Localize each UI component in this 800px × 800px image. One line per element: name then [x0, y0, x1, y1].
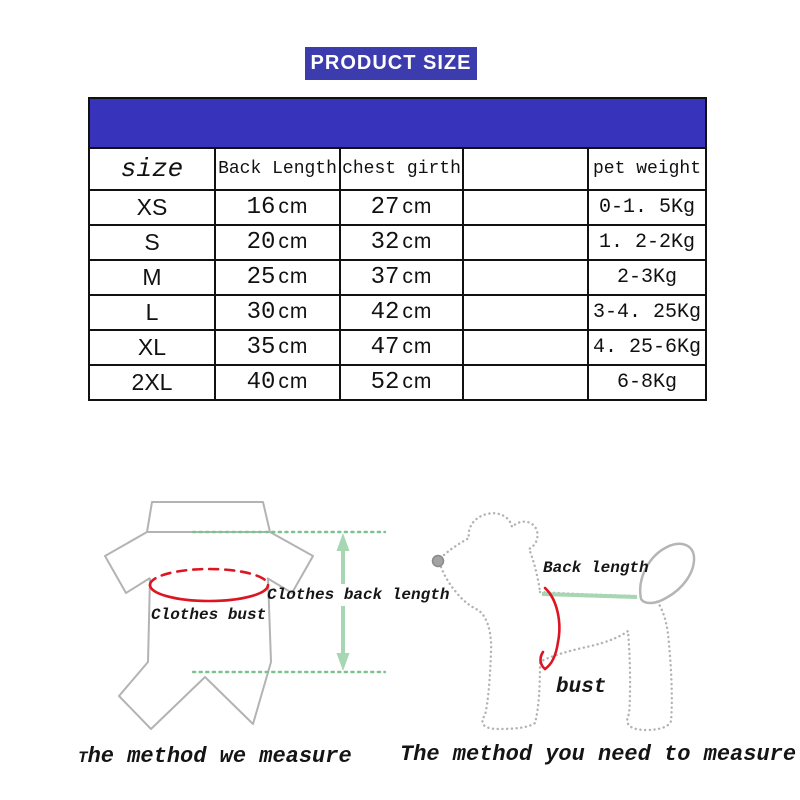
unit-label: cm — [402, 335, 433, 358]
size-table-wrap — [88, 97, 707, 401]
garment-bust-ellipse — [150, 569, 268, 601]
dog-bust-arc — [541, 588, 560, 669]
value: 35 — [246, 334, 276, 361]
cell-empty — [463, 190, 588, 225]
cell-size: M — [89, 260, 215, 295]
dog-head-and-neck — [444, 513, 540, 592]
bust-ellipse-upper — [150, 569, 268, 585]
table-header-row — [89, 148, 706, 190]
caption-method-you-need: The method you need to measure — [400, 742, 797, 767]
table-banner-band-cell — [89, 98, 706, 148]
table-row-m — [89, 260, 706, 295]
table-row-xl — [89, 330, 706, 365]
cell-back-length — [215, 330, 340, 365]
value: 20 — [246, 229, 276, 256]
cell-chest-girth — [340, 295, 463, 330]
cell-chest-girth — [340, 225, 463, 260]
cell-empty — [463, 295, 588, 330]
cell-size: 2XL — [89, 365, 215, 400]
garment-right-sleeve — [267, 532, 313, 593]
arrow-lower-head — [337, 653, 350, 671]
table-row-l — [89, 295, 706, 330]
unit-label: cm — [278, 265, 309, 288]
cell-back-length — [215, 190, 340, 225]
col-header-size: size — [89, 148, 215, 190]
garment-body-outline — [119, 578, 271, 729]
unit-label: cm — [402, 195, 433, 218]
cell-pet-weight: 3-4. 25Kg — [588, 295, 706, 330]
cell-empty — [463, 225, 588, 260]
cell-size: XL — [89, 330, 215, 365]
col-header-back-length: Back Length — [215, 148, 340, 190]
cell-chest-girth — [340, 260, 463, 295]
cell-pet-weight: 0-1. 5Kg — [588, 190, 706, 225]
cell-pet-weight: 6-8Kg — [588, 365, 706, 400]
cell-back-length — [215, 295, 340, 330]
arrow-upper-head — [337, 533, 350, 551]
unit-label: cm — [402, 300, 433, 323]
col-header-pet-weight: pet weight — [588, 148, 706, 190]
unit-label: cm — [402, 370, 433, 393]
unit-label: cm — [402, 230, 433, 253]
col-header-chest-girth: chest girth — [340, 148, 463, 190]
unit-label: cm — [278, 300, 309, 323]
unit-label: cm — [278, 230, 309, 253]
cell-back-length — [215, 225, 340, 260]
cell-chest-girth — [340, 330, 463, 365]
dog-chest-legs-belly — [441, 567, 672, 730]
dog-back-measure-line — [542, 594, 637, 597]
product-size-banner: PRODUCT SIZE — [305, 47, 477, 80]
unit-label: cm — [402, 265, 433, 288]
garment-left-sleeve — [105, 532, 150, 593]
garment-collar — [147, 502, 270, 532]
cell-size: S — [89, 225, 215, 260]
cell-pet-weight: 4. 25-6Kg — [588, 330, 706, 365]
cell-empty — [463, 260, 588, 295]
unit-label: cm — [278, 335, 309, 358]
cell-back-length — [215, 365, 340, 400]
cell-pet-weight: 1. 2-2Kg — [588, 225, 706, 260]
value: 42 — [370, 299, 400, 326]
cell-empty — [463, 365, 588, 400]
value: 16 — [246, 194, 276, 221]
value: 25 — [246, 264, 276, 291]
size-table — [88, 97, 707, 401]
dog-back-length-label: Back length — [543, 559, 649, 577]
bust-ellipse-lower — [150, 585, 268, 601]
value: 37 — [370, 264, 400, 291]
cell-chest-girth — [340, 365, 463, 400]
table-row-xs — [89, 190, 706, 225]
table-row-s — [89, 225, 706, 260]
cell-empty — [463, 330, 588, 365]
unit-label: cm — [278, 195, 309, 218]
value: 40 — [246, 369, 276, 396]
col-header-empty — [463, 148, 588, 190]
dog-nose — [433, 556, 444, 567]
clothes-bust-label: Clothes bust — [151, 606, 267, 624]
value: 27 — [370, 194, 400, 221]
cell-pet-weight: 2-3Kg — [588, 260, 706, 295]
cell-size: L — [89, 295, 215, 330]
cell-back-length — [215, 260, 340, 295]
value: 47 — [370, 334, 400, 361]
cell-chest-girth — [340, 190, 463, 225]
cell-size: XS — [89, 190, 215, 225]
caption-method-we-measure: The method we measure — [78, 744, 352, 769]
clothes-back-length-label: Clothes back length — [267, 586, 450, 604]
dog-bust-label: bust — [556, 676, 607, 699]
unit-label: cm — [278, 370, 309, 393]
table-row-2xl — [89, 365, 706, 400]
value: 32 — [370, 229, 400, 256]
value: 30 — [246, 299, 276, 326]
dog-back-line — [540, 592, 636, 596]
value: 52 — [370, 369, 400, 396]
table-banner-band — [89, 98, 706, 148]
